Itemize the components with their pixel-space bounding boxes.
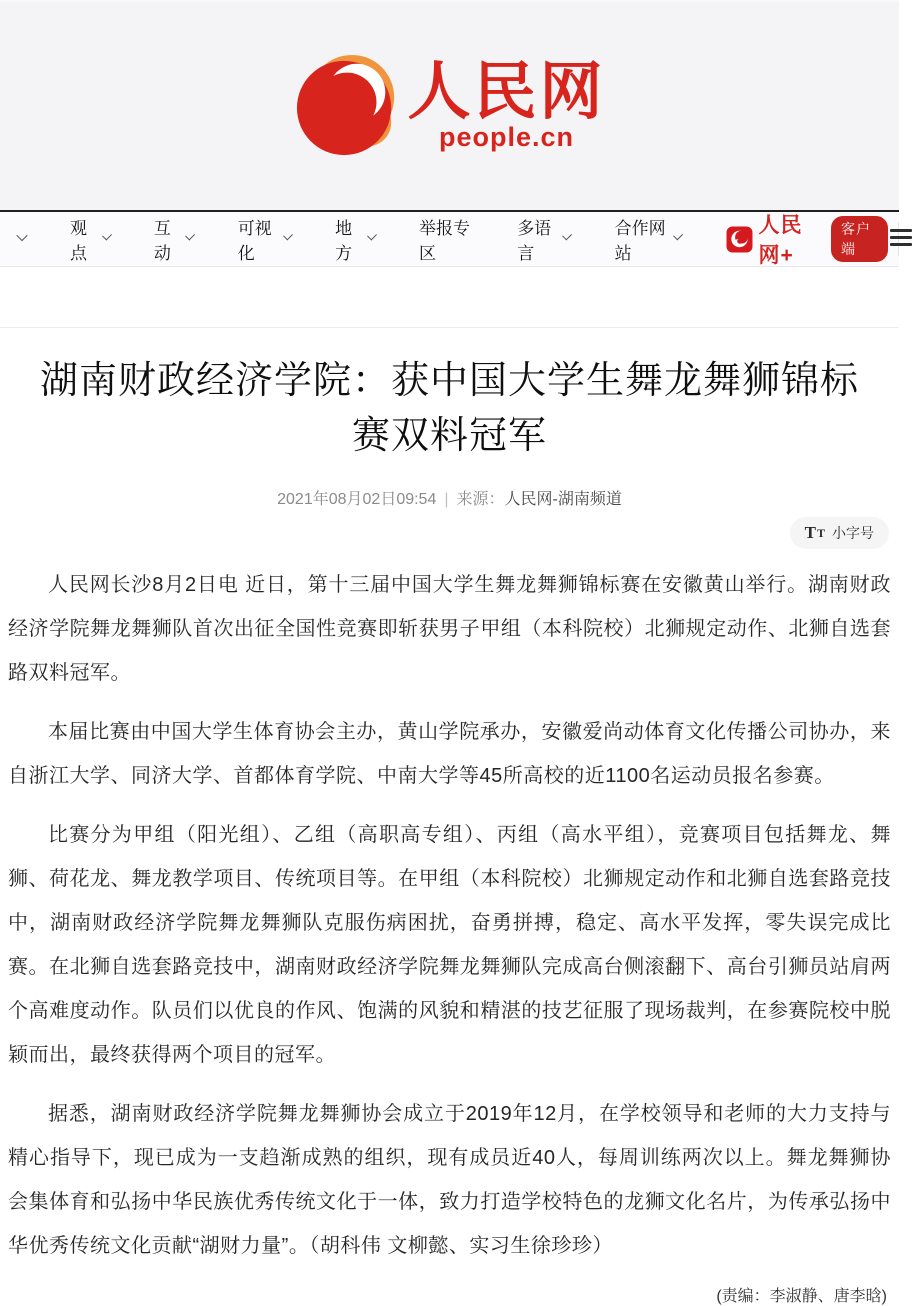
article-title: 湖南财政经济学院：获中国大学生舞龙舞狮锦标赛双料冠军 [39,360,859,457]
nav-item-label: 观点 [70,219,87,263]
nav-item[interactable] [70,214,110,264]
nav-item[interactable] [419,214,473,264]
article-body [8,563,891,1268]
nav-item-label: 合作网站 [614,219,666,263]
nav-item-label: 互动 [153,219,171,263]
nav-item-label: 多语言 [517,219,552,263]
editors-note: (责编：李淑静、唐李晗) [716,1288,887,1305]
chevron-down-icon [562,230,572,240]
article-paragraph: 本届比赛由中国大学生体育协会主办，黄山学院承办，安徽爱尚动体育文化传播公司协办，来自浙江大学、同济大学、首都体育学院、中南大学等45所高校的近1100名运动员报名参赛。 [8,721,891,787]
nav-bar [0,212,899,267]
font-size-button[interactable] [790,517,889,549]
chevron-down-icon [283,230,293,240]
chevron-down-icon [673,230,683,240]
people-cn-logo[interactable] [294,52,606,160]
article-paragraph: 据悉，湖南财政经济学院舞龙舞狮协会成立于2019年12月，在学校领导和老师的大力支持与精心指导下，现已成为一支趋渐成熟的组织，现有成员近40人，每周训练两次以上。舞龙舞狮协会集体育和弘扬中华民族优秀传统文化于一体，致力打造学校特色的龙狮文化名片，为传承弘扬中华优秀传统文化贡献“湖财力量”。（胡科伟 文柳懿、实习生徐珍珍） [8,1103,891,1257]
people-cn-logo-text [408,59,606,152]
article-paragraph: 人民网长沙8月2日电 近日，第十三届中国大学生舞龙舞狮锦标赛在安徽黄山举行。湖南财政经济学院舞龙舞狮队首次出征全国性竞赛即斩获男子甲组（本科院校）北狮规定动作、北狮自选套路双料冠军。 [8,574,891,684]
chevron-down-icon [367,230,377,240]
nav-item[interactable] [517,214,570,264]
article [0,354,899,1306]
people-plus-icon [726,226,753,253]
nav-items [18,214,682,264]
article-meta [8,486,891,509]
source-link[interactable]: 人民网-湖南频道 [504,491,622,508]
people-cn-logo-icon [294,52,402,160]
font-size-icon: T [804,523,816,542]
font-size-icon-small: T [816,525,825,540]
nav-item-label: 可视化 [237,219,272,263]
meta-separator: | [444,491,449,508]
nav-item[interactable] [18,238,26,241]
menu-icon[interactable] [890,229,912,246]
chevron-down-icon [186,230,196,240]
article-paragraph: 比赛分为甲组（阳光组）、乙组（高职高专组）、丙组（高水平组），竞赛项目包括舞龙、舞狮、荷花龙、舞龙教学项目、传统项目等。在甲组（本科院校）北狮规定动作和北狮自选套路竞技中，湖南财政经济学院舞龙舞狮队克服伤病困扰，奋勇拼搏，稳定、高水平发挥，零失误完成比赛。在北狮自选套路竞技中，湖南财政经济学院舞龙舞狮队完成高台侧滚翻下、高台引狮员站肩两个高难度动作。队员们以优良的作风、饱满的风貌和精湛的技艺征服了现场裁判，在参赛院校中脱颖而出，最终获得两个项目的冠军。 [8,824,891,1066]
nav-item[interactable] [154,214,194,264]
brand-name-en: people.cn [438,121,575,152]
chevron-down-icon [102,230,112,240]
content-top-spacer [0,267,899,328]
chevron-down-icon [16,229,27,240]
nav-item-label: 举报专区 [418,219,470,263]
nav-item[interactable] [615,214,682,264]
source-label: 来源： [456,491,505,508]
app-badge-brand: 人民网+ [758,214,803,267]
app-client-button[interactable]: 客户端 [831,216,888,262]
publish-datetime: 2021年08月02日09:54 [277,491,437,508]
font-size-label: 小字号 [832,525,874,541]
site-header [0,0,899,210]
nav-item-label: 地方 [335,219,353,263]
nav-item[interactable] [238,214,291,264]
brand-name-cn: 人民网 [407,57,606,128]
app-client-badge[interactable] [726,209,889,269]
nav-item[interactable] [335,214,375,264]
article-controls [10,517,889,549]
